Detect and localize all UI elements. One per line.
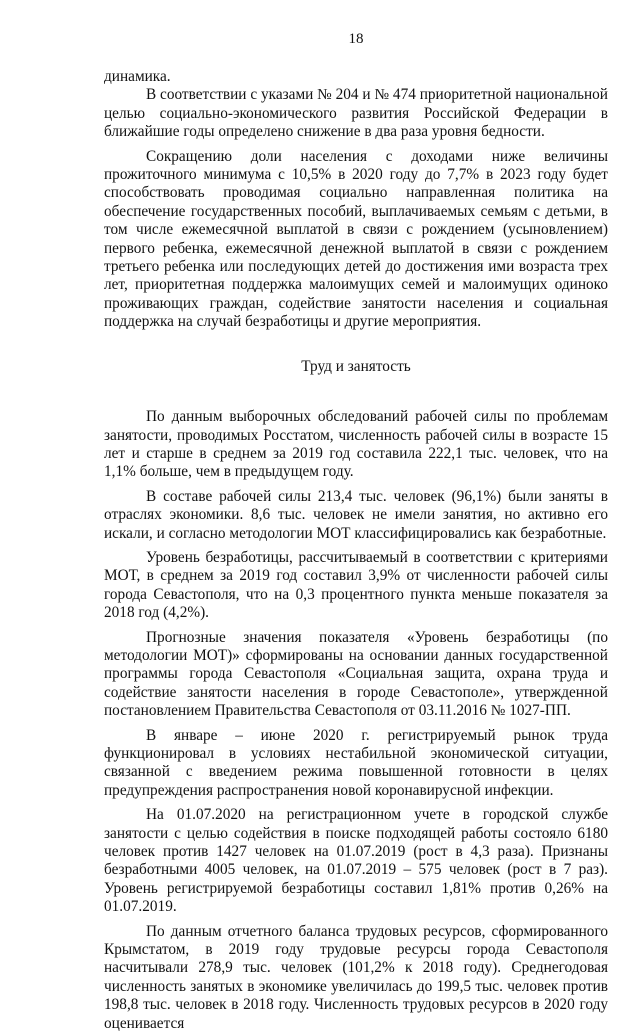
paragraph-forecast: Прогнозные значения показателя «Уровень безработицы (по методологии МОТ)» сформированы на основании данных государственной программы города Севастополя «Социальная защита, охрана труда и содействие занятости населения в городе Севастополе», утвержденной постановлением Правительства Севастополя от 03.11.2016 № 1027-ПП. [104,628,608,720]
paragraph-decrees: В соответствии с указами № 204 и № 474 приоритетной национальной целью социально-экономического развития Российской Федерации в ближайшие годы определено снижение в два раза уровня бедности. [104,86,608,141]
paragraph-poverty-reduction: Сокращению доли населения с доходами ниже величины прожиточного минимума с 10,5% в 2020 году до 7,7% в 2023 году будет способствовать проводимая социально направленная политика на обеспечение государственных пособий, выплачиваемых семьям с детьми, в том числе ежемесячной выплатой в связи с рождением (усыновлением) первого ребенка, ежемесячной денежной выплатой в связи с рождением третьего ребенка или последующих детей до достижения ими возраста трех лет, приоритетная поддержка малоимущих семей и малоимущих одиноко проживающих граждан, содействие занятости населения и социальная поддержка на случай безработицы и другие мероприятия. [104,147,608,331]
paragraph-labor-resources: По данным отчетного баланса трудовых ресурсов, сформированного Крымстатом, в 2019 году трудовые ресурсы города Севастополя насчитывали 278,9 тыс. человек (101,2% к 2018 году). Среднегодовая численность занятых в экономике увеличилась до 199,5 тыс. человек против 198,8 тыс. человек в 2018 году. Численность трудовых ресурсов в 2020 году оценивается [104,922,608,1032]
paragraph-continuation: динамика. [104,68,171,85]
paragraph-labor-force: По данным выборочных обследований рабочей силы по проблемам занятости, проводимых Росстатом, численность рабочей силы в возрасте 15 лет и старше в среднем за 2019 год составила 222,1 тыс. человек, что на 1,1% больше, чем в предыдущем году. [104,408,608,481]
paragraph-registered: На 01.07.2020 на регистрационном учете в городской службе занятости с целью содействия в поиске подходящей работы состояло 6180 человек против 1427 человек на 01.07.2019 (рост в 4,3 раза). Признаны безработными 4005 человек, на 01.07.2019 – 575 человек (рост в 7 раз). Уровень регистрируемой безработицы составил 1,81% против 0,26% на 01.07.2019. [104,806,608,916]
page-number: 18 [348,31,364,47]
paragraph-unemployment-rate: Уровень безработицы, рассчитываемый в соответствии с критериями МОТ, в среднем за 2019 год составил 3,9% от численности рабочей силы города Севастополя, что на 0,3 процентного пункта меньше показателя за 2018 год (4,2%). [104,548,608,622]
section-heading: Труд и занятость [301,357,411,375]
paragraph-employed: В составе рабочей силы 213,4 тыс. человек (96,1%) были заняты в отраслях экономики. 8,6 тыс. человек не имели занятия, но активно его искали, и согласно методологии МОТ классифицировались как безработные. [104,487,608,542]
paragraph-labor-market: В январе – июне 2020 г. регистрируемый рынок труда функционировал в условиях нестабильной экономической ситуации, связанной с введением режима повышенной готовности в целях предупреждения распространения новой коронавирусной инфекции. [104,726,608,799]
